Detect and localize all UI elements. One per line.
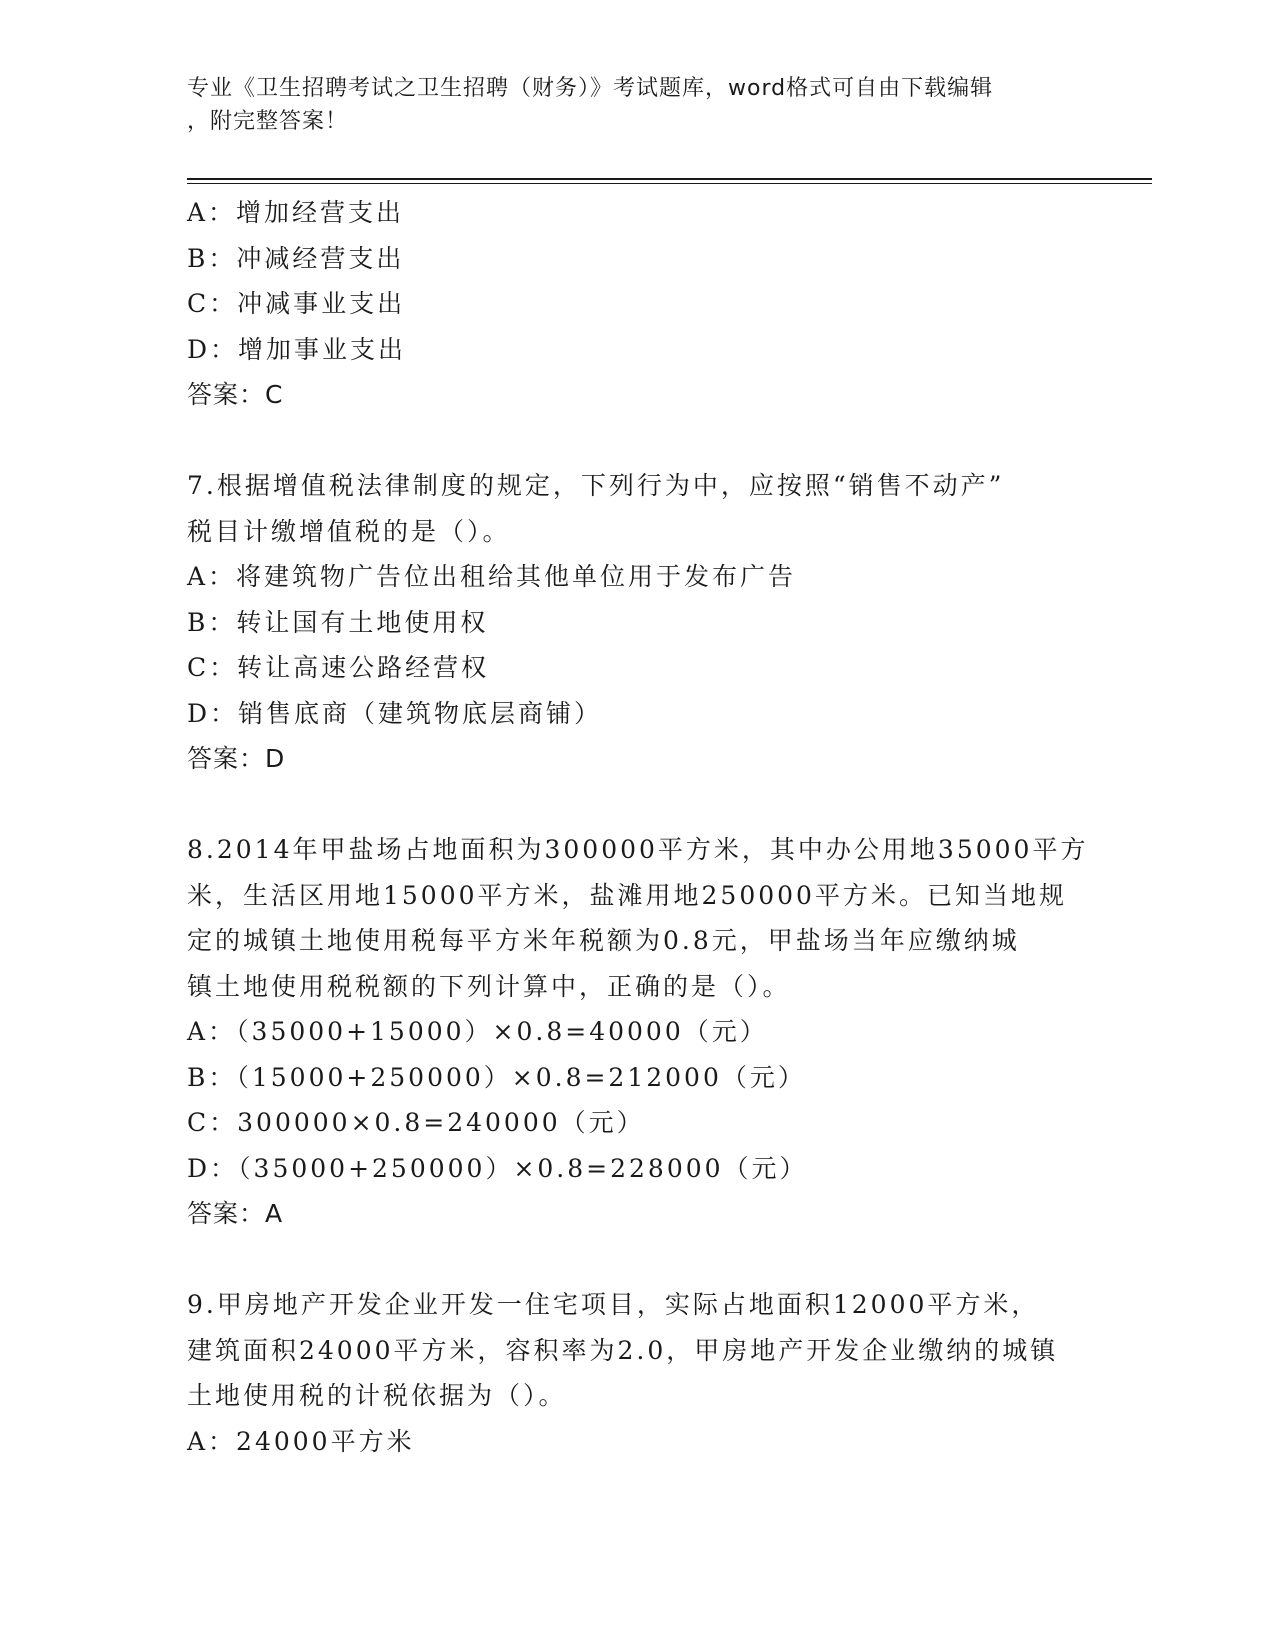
spacer <box>187 418 1167 464</box>
option-d: D：（35000+250000）×0.8=228000（元） <box>187 1153 808 1183</box>
option-a: A：（35000+15000）×0.8=40000（元） <box>187 1017 768 1046</box>
header-line-2: ，附完整答案！ <box>187 109 349 134</box>
header-divider-thick <box>187 178 1152 180</box>
option-c: C：300000×0.8=240000（元） <box>187 1108 645 1137</box>
option-a: A：增加经营支出 <box>187 198 405 227</box>
answer-line: 答案：A <box>187 1199 284 1228</box>
question-text-line: 镇土地使用税税额的下列计算中，正确的是（）。 <box>187 971 791 1001</box>
question-text-line: 7.根据增值税法律制度的规定，下列行为中，应按照“销售不动产” <box>187 471 1005 500</box>
option-a: A：将建筑物广告位出租给其他单位用于发布广告 <box>187 562 797 591</box>
question-text-line: 定的城镇土地使用税每平方米年税额为0.8元，甲盐场当年应缴纳城 <box>187 926 1020 955</box>
option-c: C：冲减事业支出 <box>187 289 406 318</box>
question-9 <box>187 1282 1167 1464</box>
option-c: C：转让高速公路经营权 <box>187 653 490 682</box>
question-text-line: 税目计缴增值税的是（）。 <box>187 516 511 546</box>
question-6 <box>187 190 1167 418</box>
option-d: D：增加事业支出 <box>187 334 407 364</box>
answer-line: 答案：D <box>187 744 286 773</box>
question-text-line: 米，生活区用地15000平方米，盐滩用地250000平方米。已知当地规 <box>187 880 1067 910</box>
option-b: B：冲减经营支出 <box>187 243 405 273</box>
question-7 <box>187 463 1167 782</box>
question-text-line: 土地使用税的计税依据为（）。 <box>187 1381 567 1410</box>
header-divider-thin <box>187 183 1152 184</box>
question-8 <box>187 827 1167 1237</box>
option-b: B：（15000+250000）×0.8=212000（元） <box>187 1062 806 1092</box>
option-d: D：销售底商（建筑物底层商铺） <box>187 698 603 728</box>
spacer <box>187 782 1167 828</box>
question-text-line: 8.2014年甲盐场占地面积为300000平方米，其中办公用地35000平方 <box>187 835 1089 864</box>
question-text-line: 9.甲房地产开发企业开发一住宅项目，实际占地面积12000平方米， <box>187 1290 1040 1319</box>
spacer <box>187 1237 1167 1283</box>
question-list <box>187 190 1167 1464</box>
question-text-line: 建筑面积24000平方米，容积率为2.0，甲房地产开发企业缴纳的城镇 <box>187 1335 1059 1365</box>
header-line-1: 专业《卫生招聘考试之卫生招聘（财务）》考试题库，word格式可自由下载编辑 <box>187 76 994 101</box>
answer-line: 答案：C <box>187 380 284 409</box>
option-b: B：转让国有土地使用权 <box>187 607 489 637</box>
option-a: A：24000平方米 <box>187 1426 415 1456</box>
page-header <box>187 72 1087 138</box>
